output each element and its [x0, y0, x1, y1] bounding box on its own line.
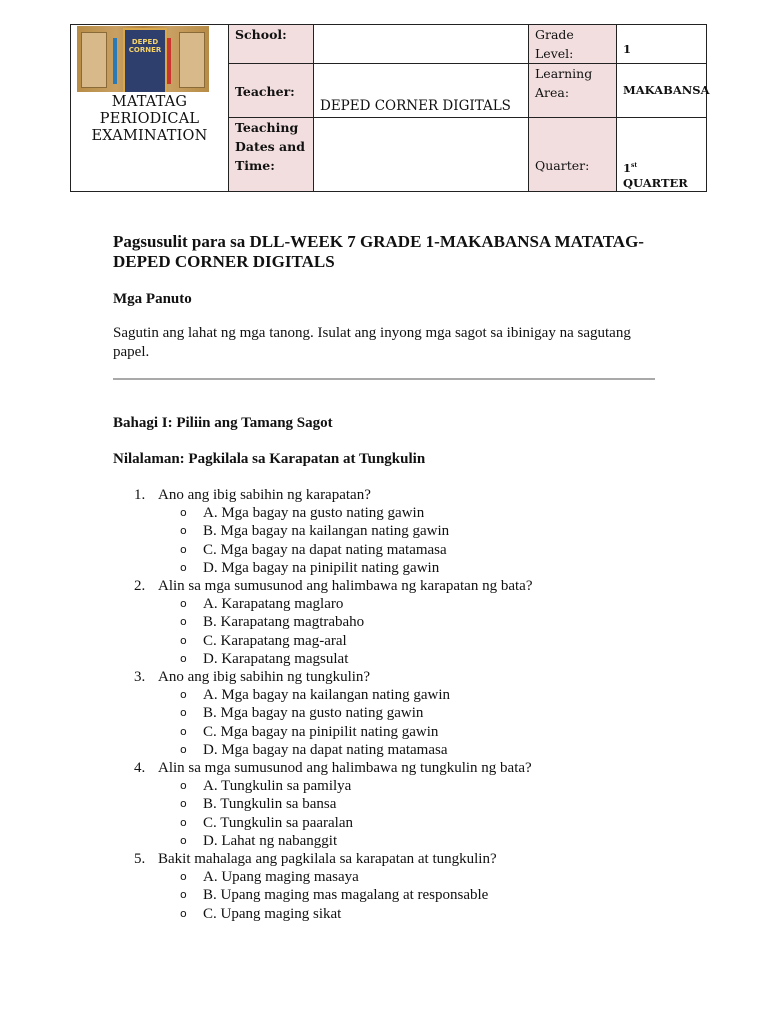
option-text: A. Upang maging masaya — [203, 869, 359, 886]
bullet-icon: o — [180, 815, 187, 829]
logo-cell — [71, 25, 229, 192]
exam-title — [71, 94, 228, 145]
grade-label-cell — [529, 25, 617, 64]
teaching-label-line: Time: — [235, 158, 275, 173]
bullet-icon: o — [180, 906, 187, 920]
grade-value-cell[interactable] — [617, 25, 707, 64]
horizontal-divider — [113, 378, 655, 380]
question-number: 3. — [134, 669, 146, 686]
area-label-cell — [529, 64, 617, 118]
option-list — [158, 504, 673, 577]
teaching-value-cell[interactable] — [314, 118, 529, 192]
exam-title-line: MATATAG — [111, 94, 188, 110]
question-number: 5. — [134, 851, 146, 868]
option-list — [158, 595, 673, 668]
exam-title-line: PERIODICAL — [99, 111, 200, 127]
option-text: B. Upang maging mas magalang at responsable — [203, 887, 489, 904]
teaching-label-cell — [229, 118, 314, 192]
bullet-icon: o — [180, 597, 187, 611]
answer-option[interactable] — [158, 795, 673, 813]
option-text: A. Tungkulin sa pamilya — [203, 778, 352, 795]
option-text: D. Mga bagay na pinipilit nating gawin — [203, 559, 440, 576]
option-text: D. Karapatang magsulat — [203, 650, 349, 667]
teacher-label-cell — [229, 64, 314, 118]
bullet-icon: o — [180, 506, 187, 520]
quarter-label: Quarter: — [535, 158, 590, 173]
answer-option[interactable] — [158, 522, 673, 540]
bullet-icon: o — [180, 615, 187, 629]
area-value-cell[interactable] — [617, 64, 710, 118]
answer-option[interactable] — [158, 905, 673, 923]
school-label-cell — [229, 25, 314, 64]
option-text: A. Mga bagay na gusto nating gawin — [203, 505, 425, 522]
bullet-icon: o — [180, 724, 187, 738]
option-text: D. Mga bagay na dapat nating matamasa — [203, 741, 448, 758]
bullet-icon: o — [180, 742, 187, 756]
answer-option[interactable] — [158, 704, 673, 722]
option-text: D. Lahat ng nabanggit — [203, 832, 338, 849]
bullet-icon: o — [180, 833, 187, 847]
school-value-cell[interactable] — [314, 25, 529, 64]
bullet-icon: o — [180, 542, 187, 556]
part-heading: Bahagi I: Piliin ang Tamang Sagot — [113, 415, 333, 431]
quarter-number: 1 — [623, 160, 632, 175]
deped-corner-logo — [77, 26, 209, 92]
bullet-icon: o — [180, 688, 187, 702]
area-value: MAKABANSA — [623, 83, 710, 97]
teaching-label-line: Dates and — [235, 139, 305, 154]
option-text: C. Upang maging sikat — [203, 905, 342, 922]
answer-option[interactable] — [158, 868, 673, 886]
grade-value: 1 — [623, 42, 632, 56]
document-title: Pagsusulit para sa DLL-WEEK 7 GRADE 1-MAKABANSA MATATAG-DEPED CORNER DIGITALS — [113, 232, 644, 271]
bullet-icon: o — [180, 888, 187, 902]
option-text: C. Mga bagay na dapat nating matamasa — [203, 541, 447, 558]
answer-option[interactable] — [158, 613, 673, 631]
option-text: A. Mga bagay na kailangan nating gawin — [203, 687, 451, 704]
answer-option[interactable] — [158, 650, 673, 668]
teaching-label-line: Teaching — [235, 120, 299, 135]
bullet-icon: o — [180, 524, 187, 538]
option-list — [158, 686, 673, 759]
option-list — [158, 868, 673, 923]
answer-option[interactable] — [158, 832, 673, 850]
answer-option[interactable] — [158, 814, 673, 832]
question-text: Alin sa mga sumusunod ang halimbawa ng karapatan ng bata? — [158, 578, 533, 595]
question-text: Ano ang ibig sabihin ng tungkulin? — [158, 669, 371, 686]
header-table — [70, 24, 710, 192]
area-label-line: Area: — [535, 85, 570, 100]
answer-option[interactable] — [158, 632, 673, 650]
option-text: A. Karapatang maglaro — [203, 596, 344, 613]
question-item — [113, 759, 673, 850]
teacher-value-cell[interactable] — [314, 64, 529, 118]
grade-label: Grade Level: — [535, 27, 574, 61]
option-text: B. Karapatang magtrabaho — [203, 614, 365, 631]
bullet-icon: o — [180, 651, 187, 665]
question-item — [113, 486, 673, 577]
quarter-suffix: st — [631, 162, 638, 169]
bullet-icon: o — [180, 633, 187, 647]
question-text: Bakit mahalaga ang pagkilala sa karapatan at tungkulin? — [158, 851, 497, 868]
option-text: C. Tungkulin sa paaralan — [203, 814, 353, 831]
instructions-text: Sagutin ang lahat ng mga tanong. Isulat ang inyong mga sagot sa ibinigay na sagutang papel. — [113, 325, 631, 360]
option-text: C. Mga bagay na pinipilit nating gawin — [203, 723, 439, 740]
school-label: School: — [235, 27, 287, 42]
bullet-icon: o — [180, 870, 187, 884]
question-text: Ano ang ibig sabihin ng karapatan? — [158, 487, 371, 503]
question-number: 4. — [134, 760, 146, 777]
question-list — [113, 486, 673, 923]
answer-option[interactable] — [158, 886, 673, 904]
teacher-label: Teacher: — [235, 84, 295, 99]
content-heading: Nilalaman: Pagkilala sa Karapatan at Tungkulin — [113, 451, 426, 467]
option-text: C. Karapatang mag-aral — [203, 632, 347, 649]
option-text: B. Mga bagay na kailangan nating gawin — [203, 523, 450, 540]
question-text: Alin sa mga sumusunod ang halimbawa ng tungkulin ng bata? — [158, 760, 532, 777]
bullet-icon: o — [180, 560, 187, 574]
option-list — [158, 777, 673, 850]
logo-text: DEPED CORNER — [128, 38, 162, 54]
question-number: 2. — [134, 578, 146, 595]
teacher-value: DEPED CORNER DIGITALS — [320, 98, 511, 114]
quarter-word: QUARTER — [623, 175, 688, 190]
answer-option[interactable] — [158, 741, 673, 759]
answer-option[interactable] — [158, 777, 673, 795]
bullet-icon: o — [180, 706, 187, 720]
answer-option[interactable] — [158, 723, 673, 741]
answer-option[interactable] — [158, 595, 673, 613]
area-label-line: Learning — [535, 66, 593, 81]
question-item — [113, 668, 673, 759]
answer-option[interactable] — [158, 541, 673, 559]
instructions-heading: Mga Panuto — [113, 291, 192, 307]
quarter-value-cell[interactable] — [617, 118, 707, 192]
quarter-value — [623, 158, 700, 191]
question-item — [113, 577, 673, 668]
bullet-icon: o — [180, 797, 187, 811]
answer-option[interactable] — [158, 559, 673, 577]
question-number: 1. — [134, 487, 146, 503]
question-item — [113, 850, 673, 923]
answer-option[interactable] — [158, 504, 673, 522]
bullet-icon: o — [180, 779, 187, 793]
exam-title-line: EXAMINATION — [91, 128, 208, 144]
answer-option[interactable] — [158, 686, 673, 704]
option-text: B. Tungkulin sa bansa — [203, 796, 337, 813]
option-text: B. Mga bagay na gusto nating gawin — [203, 705, 424, 722]
quarter-label-cell — [529, 118, 617, 192]
